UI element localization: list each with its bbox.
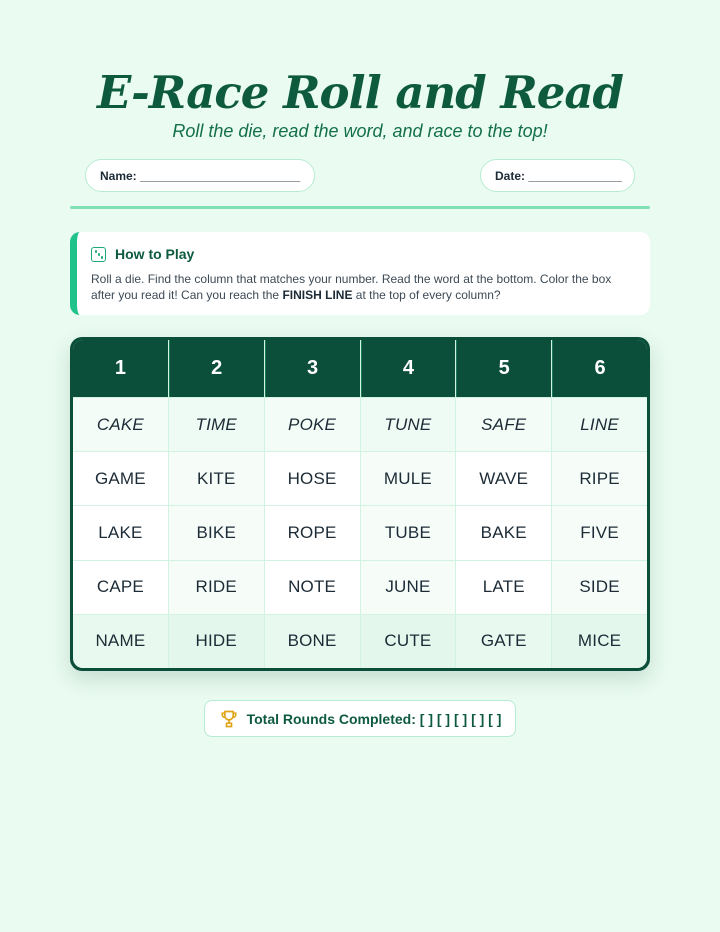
- word-cell[interactable]: GATE: [456, 615, 551, 668]
- column-header: 5: [456, 340, 551, 397]
- how-to-play-heading: How to Play: [115, 246, 195, 262]
- word-cell[interactable]: FIVE: [552, 506, 647, 559]
- trophy-icon: [219, 709, 239, 729]
- rounds-completed-box: [204, 700, 516, 737]
- how-to-text-start: Roll a die. Find the column that matches your number. Read the word at the bottom. Color the box after you read it! Can you reach the: [91, 272, 612, 302]
- word-cell[interactable]: TIME: [169, 398, 264, 451]
- word-cell[interactable]: MULE: [361, 452, 456, 505]
- word-cell[interactable]: CAPE: [73, 561, 168, 614]
- page-title: E-Race Roll and Read: [96, 66, 624, 119]
- word-cell[interactable]: LINE: [552, 398, 647, 451]
- word-cell[interactable]: MICE: [552, 615, 647, 668]
- date-label: Date: ______________: [495, 168, 622, 183]
- name-field[interactable]: [85, 159, 315, 192]
- column-header: 1: [73, 340, 168, 397]
- dice-icon: [91, 247, 106, 262]
- column-header: 6: [552, 340, 647, 397]
- word-cell[interactable]: TUNE: [361, 398, 456, 451]
- finish-line-emphasis: FINISH LINE: [282, 288, 353, 302]
- word-cell[interactable]: HIDE: [169, 615, 264, 668]
- how-to-text-end: at the top of every column?: [352, 288, 501, 302]
- word-cell[interactable]: NOTE: [265, 561, 360, 614]
- word-cell[interactable]: BAKE: [456, 506, 551, 559]
- word-cell[interactable]: HOSE: [265, 452, 360, 505]
- rounds-completed-label: Total Rounds Completed: [ ] [ ] [ ] [ ] [ ]: [246, 710, 502, 727]
- column-header: 2: [169, 340, 264, 397]
- word-cell[interactable]: RIPE: [552, 452, 647, 505]
- page-subtitle: Roll the die, read the word, and race to the top!: [172, 121, 548, 141]
- date-field[interactable]: [480, 159, 635, 192]
- how-to-play-card: [70, 232, 650, 315]
- word-cell[interactable]: JUNE: [361, 561, 456, 614]
- race-board: [70, 337, 650, 671]
- word-cell[interactable]: LATE: [456, 561, 551, 614]
- word-cell[interactable]: SAFE: [456, 398, 551, 451]
- how-to-play-text: [91, 271, 636, 303]
- word-cell[interactable]: CUTE: [361, 615, 456, 668]
- word-cell[interactable]: CAKE: [73, 398, 168, 451]
- word-cell[interactable]: WAVE: [456, 452, 551, 505]
- how-to-play-header: [91, 246, 636, 262]
- word-cell[interactable]: GAME: [73, 452, 168, 505]
- word-cell[interactable]: LAKE: [73, 506, 168, 559]
- word-cell[interactable]: NAME: [73, 615, 168, 668]
- race-grid: [73, 340, 647, 668]
- word-cell[interactable]: KITE: [169, 452, 264, 505]
- word-cell[interactable]: SIDE: [552, 561, 647, 614]
- word-cell[interactable]: RIDE: [169, 561, 264, 614]
- name-label: Name: ________________________: [100, 168, 301, 183]
- word-cell[interactable]: TUBE: [361, 506, 456, 559]
- column-header: 3: [265, 340, 360, 397]
- word-cell[interactable]: BONE: [265, 615, 360, 668]
- word-cell[interactable]: ROPE: [265, 506, 360, 559]
- word-cell[interactable]: POKE: [265, 398, 360, 451]
- header-divider: [70, 206, 650, 209]
- column-header: 4: [361, 340, 456, 397]
- word-cell[interactable]: BIKE: [169, 506, 264, 559]
